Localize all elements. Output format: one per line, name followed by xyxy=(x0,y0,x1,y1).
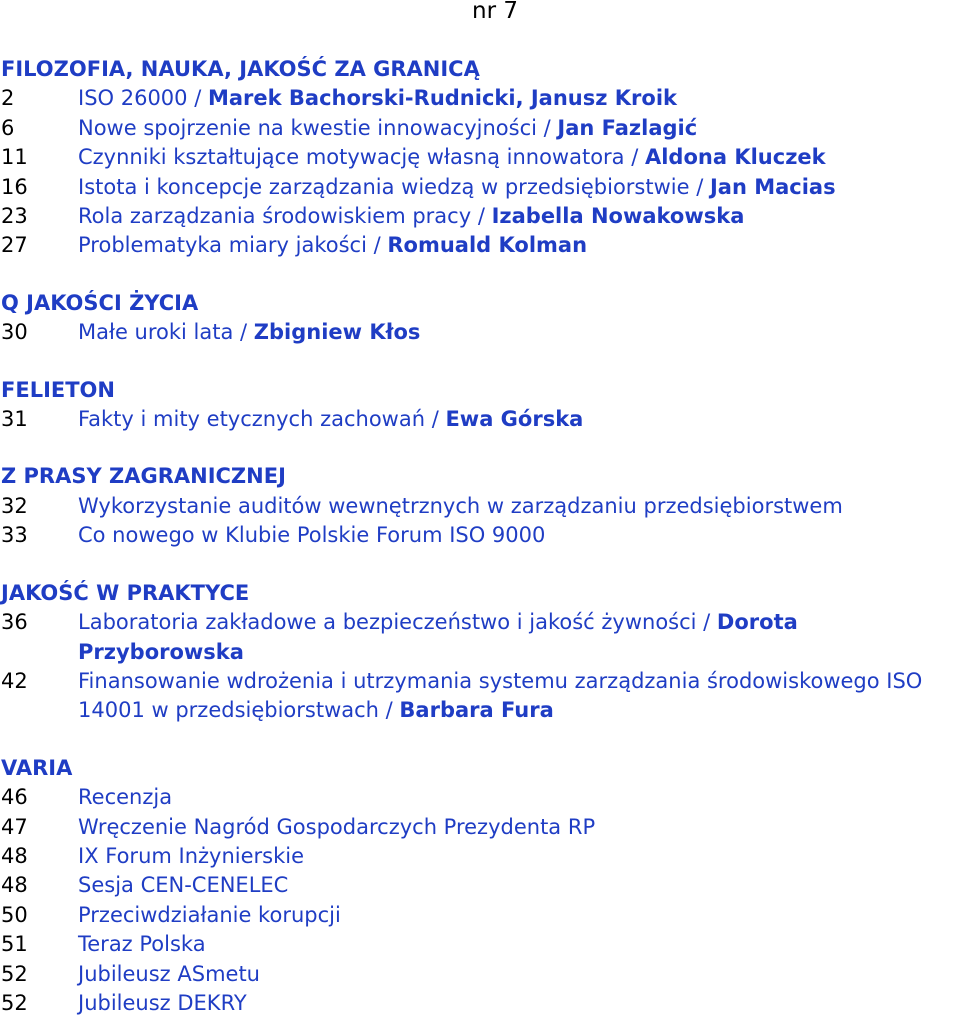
entry-text xyxy=(78,667,960,726)
page-number: 47 xyxy=(1,814,28,839)
toc-section xyxy=(1,462,960,550)
toc-entry xyxy=(1,989,960,1018)
toc-entry xyxy=(1,813,960,842)
entry-text xyxy=(78,813,960,842)
article-author: Romuald Kolman xyxy=(387,233,588,258)
entry-text xyxy=(78,318,960,347)
article-author: Jan Macias xyxy=(709,174,836,199)
article-title: Wręczenie Nagród Gospodarczych Prezydenta RP xyxy=(78,814,596,839)
page-number: 52 xyxy=(1,961,28,986)
toc-entry xyxy=(1,930,960,959)
article-title: ISO 26000 / xyxy=(78,86,208,111)
page-number: 11 xyxy=(1,145,28,170)
article-author: Zbigniew Kłos xyxy=(253,320,421,345)
toc-entry xyxy=(1,84,960,113)
entry-text xyxy=(78,989,960,1018)
section-heading: FILOZOFIA, NAUKA, JAKOŚĆ ZA GRANICĄ xyxy=(1,57,480,81)
article-title: IX Forum Inżynierskie xyxy=(78,843,305,868)
page-number: 32 xyxy=(1,493,28,518)
toc-entry xyxy=(1,667,960,726)
page-number: 42 xyxy=(1,668,28,693)
page-number: 48 xyxy=(1,873,28,898)
section-heading: JAKOŚĆ W PRAKTYCE xyxy=(1,580,250,605)
article-author: Dorota Przyborowska xyxy=(78,610,798,664)
article-title: Istota i koncepcje zarządzania wiedzą w przedsiębiorstwie / xyxy=(78,174,710,199)
page-number: 16 xyxy=(1,174,28,199)
page-number: 51 xyxy=(1,932,28,957)
entry-text xyxy=(78,930,960,959)
toc-entry xyxy=(1,143,960,172)
article-title: Sesja CEN-CENELEC xyxy=(78,873,289,898)
article-title: Problematyka miary jakości / xyxy=(78,233,388,258)
article-title: Przeciwdziałanie korupcji xyxy=(78,902,341,927)
article-title: Wykorzystanie auditów wewnętrznych w zarządzaniu przedsiębiorstwem xyxy=(78,493,843,518)
entry-text xyxy=(78,871,960,900)
section-heading: Z PRASY ZAGRANICZNEJ xyxy=(1,464,286,489)
page-number: 48 xyxy=(1,843,28,868)
page-number: 27 xyxy=(1,233,28,258)
entry-text xyxy=(78,84,960,113)
page-number: 30 xyxy=(1,320,28,345)
toc-entry xyxy=(1,871,960,900)
entry-text xyxy=(78,492,960,521)
toc-entry xyxy=(1,960,960,989)
article-title: Fakty i mity etycznych zachowań / xyxy=(78,407,446,432)
article-title: Jubileusz DEKRY xyxy=(78,990,247,1015)
toc-entry xyxy=(1,492,960,521)
article-title: Nowe spojrzenie na kwestie innowacyjności / xyxy=(78,115,558,140)
toc-entry xyxy=(1,114,960,143)
toc-entry xyxy=(1,521,960,550)
entry-text xyxy=(78,960,960,989)
page-number: 6 xyxy=(1,115,15,140)
article-author: Aldona Kluczek xyxy=(644,145,826,170)
article-author: Jan Fazlagić xyxy=(557,115,698,140)
table-of-contents xyxy=(1,55,960,1018)
issue-number: nr 7 xyxy=(472,0,518,24)
toc-entry xyxy=(1,173,960,202)
page-number: 23 xyxy=(1,204,28,229)
toc-entry xyxy=(1,318,960,347)
section-heading: FELIETON xyxy=(1,377,115,402)
entry-text xyxy=(78,521,960,550)
toc-section xyxy=(1,55,960,261)
toc-entry xyxy=(1,783,960,812)
toc-section xyxy=(1,754,960,1019)
toc-entry xyxy=(1,405,960,434)
toc-entry xyxy=(1,608,960,667)
page-number: 31 xyxy=(1,407,28,432)
article-author: Ewa Górska xyxy=(445,407,584,432)
entry-text xyxy=(78,143,960,172)
entry-text xyxy=(78,901,960,930)
page-number: 46 xyxy=(1,785,28,810)
toc-entry xyxy=(1,901,960,930)
article-title: Recenzja xyxy=(78,785,173,810)
section-heading: VARIA xyxy=(1,755,73,780)
toc-entry xyxy=(1,231,960,260)
toc-section xyxy=(1,579,960,726)
page-number: 52 xyxy=(1,990,28,1015)
article-author: Barbara Fura xyxy=(399,698,554,723)
entry-text xyxy=(78,202,960,231)
article-title: Czynniki kształtujące motywację własną innowatora / xyxy=(78,145,645,170)
article-title: Finansowanie wdrożenia i utrzymania systemu zarządzania środowiskowego ISO 14001 w przedsiębiorstwach / xyxy=(78,668,923,723)
article-title: Małe uroki lata / xyxy=(78,320,254,345)
toc-section xyxy=(1,289,960,348)
page-number: 2 xyxy=(1,86,15,111)
article-title: Jubileusz ASmetu xyxy=(78,961,260,986)
entry-text xyxy=(78,405,960,434)
entry-text xyxy=(78,783,960,812)
article-title: Rola zarządzania środowiskiem pracy / xyxy=(78,204,492,229)
toc-section xyxy=(1,376,960,435)
entry-text xyxy=(78,173,960,202)
toc-entry xyxy=(1,842,960,871)
entry-text xyxy=(78,608,960,667)
article-title: Co nowego w Klubie Polskie Forum ISO 9000 xyxy=(78,523,546,548)
toc-entry xyxy=(1,202,960,231)
page-number: 33 xyxy=(1,523,28,548)
article-title: Teraz Polska xyxy=(78,932,206,957)
entry-text xyxy=(78,842,960,871)
page-number: 50 xyxy=(1,902,28,927)
entry-text xyxy=(78,114,960,143)
entry-text xyxy=(78,231,960,260)
article-author: Marek Bachorski-Rudnicki, Janusz Kroik xyxy=(207,86,677,111)
page-number: 36 xyxy=(1,610,28,635)
article-title: Laboratoria zakładowe a bezpieczeństwo i jakość żywności / xyxy=(78,610,717,635)
article-author: Izabella Nowakowska xyxy=(491,204,745,229)
section-heading: Q JAKOŚCI ŻYCIA xyxy=(1,290,199,315)
